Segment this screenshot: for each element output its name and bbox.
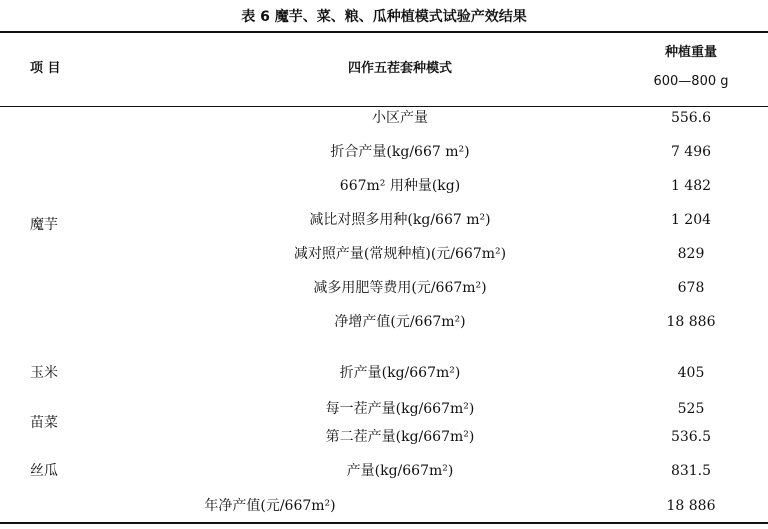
row-value: 829 bbox=[677, 246, 705, 262]
row-item: 苗菜 bbox=[30, 415, 58, 431]
row-value: 405 bbox=[677, 365, 705, 381]
row-value: 556.6 bbox=[670, 110, 712, 126]
row-value: 536.5 bbox=[670, 429, 712, 445]
row-value: 678 bbox=[677, 280, 705, 296]
table-title: 表 6 魔芋、菜、粮、瓜种植模式试验产效结果 bbox=[241, 9, 527, 25]
row-value: 1 204 bbox=[670, 212, 712, 228]
row-item: 玉米 bbox=[30, 365, 58, 381]
row-mode: 小区产量 bbox=[372, 110, 428, 126]
row-mode: 每一茬产量(kg/667m²) bbox=[325, 401, 475, 417]
row-value: 525 bbox=[677, 401, 705, 417]
row-mode: 净增产值(元/667m²) bbox=[334, 314, 466, 330]
row-mode: 减比对照多用种(kg/667 m²) bbox=[309, 212, 491, 228]
header-rule bbox=[0, 106, 768, 107]
row-mode: 667m² 用种量(kg) bbox=[339, 178, 461, 194]
row-mode: 产量(kg/667m²) bbox=[346, 463, 454, 479]
row-item: 魔芋 bbox=[30, 217, 58, 233]
top-rule bbox=[0, 31, 768, 33]
row-mode: 第二茬产量(kg/667m²) bbox=[325, 429, 475, 445]
row-item: 丝瓜 bbox=[30, 463, 58, 479]
row-mode: 减对照产量(常规种植)(元/667m²) bbox=[293, 246, 507, 262]
row-value: 7 496 bbox=[670, 144, 712, 160]
header-value-label: 种植重量 bbox=[664, 45, 717, 60]
row-mode: 减多用肥等费用(元/667m²) bbox=[313, 280, 487, 296]
header-item: 项 目 bbox=[30, 61, 61, 76]
bottom-rule bbox=[0, 522, 768, 524]
row-mode: 折合产量(kg/667 m²) bbox=[330, 144, 470, 160]
row-value: 1 482 bbox=[670, 178, 712, 194]
header-value-range: 600—800 g bbox=[653, 74, 729, 89]
row-value: 18 886 bbox=[666, 498, 716, 514]
header-mode: 四作五茬套种模式 bbox=[347, 61, 452, 76]
row-value: 18 886 bbox=[666, 314, 716, 330]
row-mode: 年净产值(元/667m²) bbox=[204, 498, 336, 514]
row-mode: 折产量(kg/667m²) bbox=[339, 365, 461, 381]
row-value: 831.5 bbox=[670, 463, 712, 479]
